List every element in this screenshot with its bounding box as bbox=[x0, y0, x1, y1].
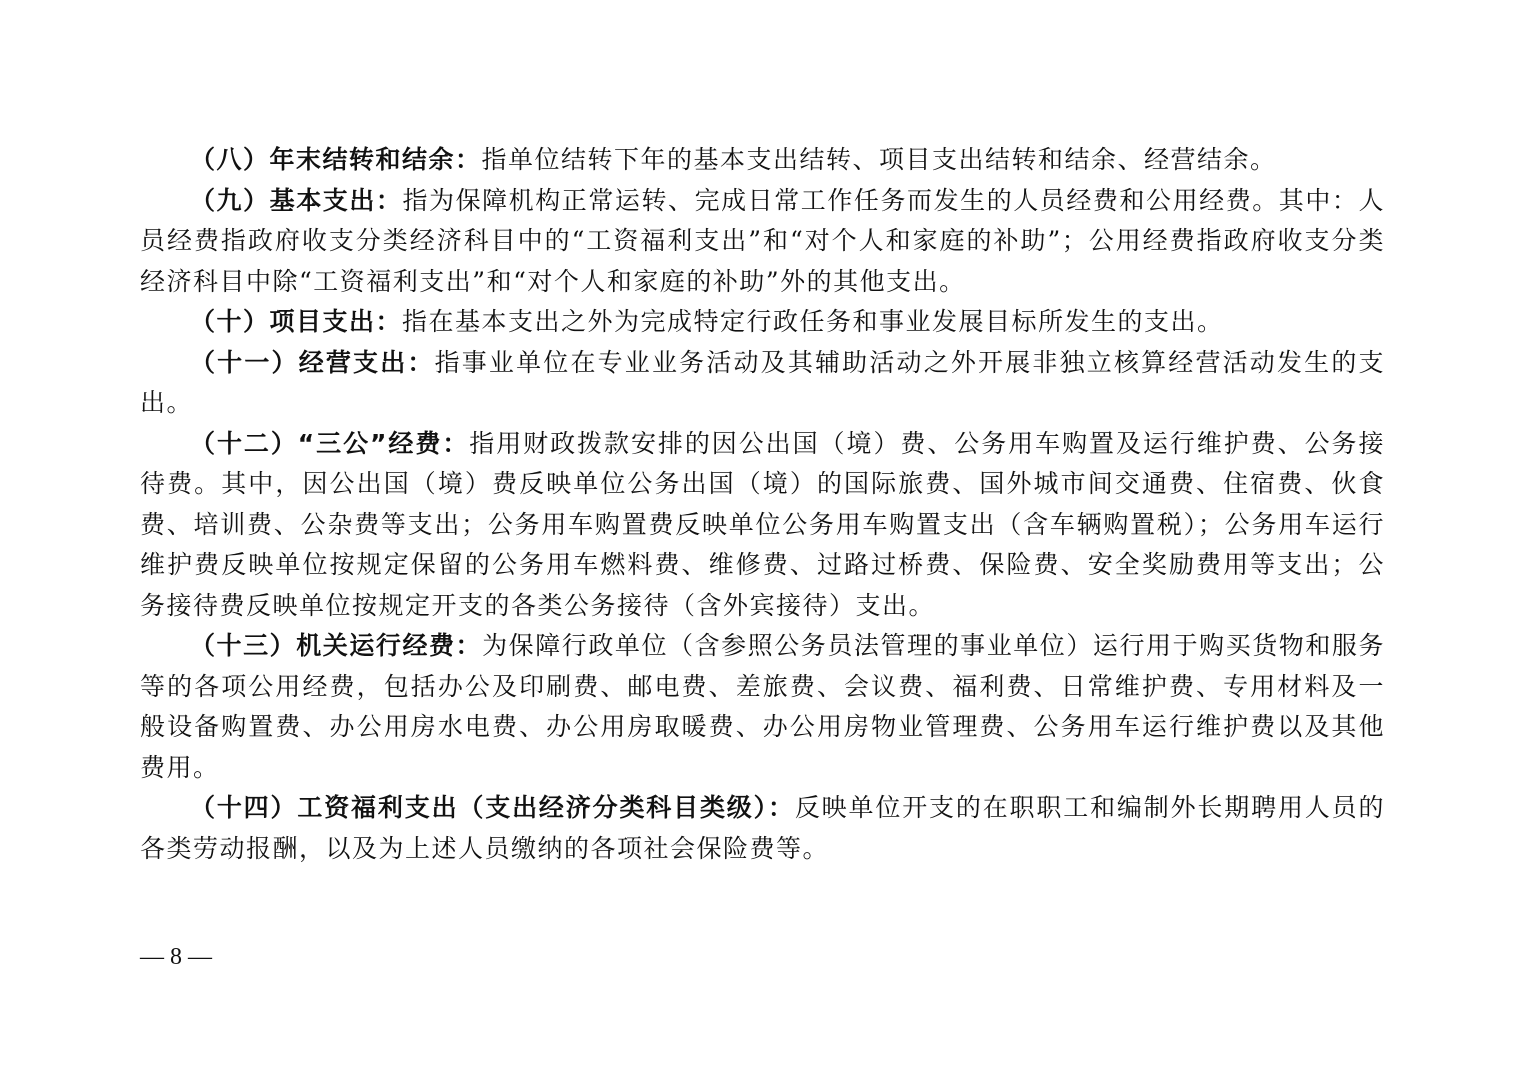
paragraph-project-expenditure bbox=[140, 302, 1385, 343]
term-heading: （十）项目支出： bbox=[190, 307, 403, 336]
term-definition: 反映单位开支的在职职工和编制外长期聘用人员的各类劳动报酬，以及为上述人员缴纳的各项社会保险费等。 bbox=[140, 793, 1385, 863]
term-heading: （八）年末结转和结余： bbox=[190, 145, 482, 174]
paragraph-three-public-expenses bbox=[140, 424, 1385, 627]
paragraph-wage-welfare-expenditure bbox=[140, 788, 1385, 869]
term-definition: 指事业单位在专业业务活动及其辅助活动之外开展非独立核算经营活动发生的支出。 bbox=[140, 347, 1385, 417]
page-number: — 8 — bbox=[140, 944, 212, 970]
paragraph-basic-expenditure bbox=[140, 181, 1385, 303]
paragraph-operating-expenditure bbox=[140, 343, 1385, 424]
term-definition: 指单位结转下年的基本支出结转、项目支出结转和结余、经营结余。 bbox=[481, 145, 1277, 174]
term-heading: （十一）经营支出： bbox=[190, 347, 435, 377]
term-heading: （十四）工资福利支出（支出经济分类科目类级）： bbox=[190, 793, 795, 822]
term-definition: 指为保障机构正常运转、完成日常工作任务而发生的人员经费和公用经费。其中：人员经费指政府收支分类经济科目中的“工资福利支出”和“对个人和家庭的补助”；公用经费指政府收支分类经济科目中除“工资福利支出”和“对个人和家庭的补助”外的其他支出。 bbox=[140, 185, 1385, 296]
term-heading: （十二）“三公”经费： bbox=[190, 428, 470, 458]
term-definition: 为保障行政单位（含参照公务员法管理的事业单位）运行用于购买货物和服务等的各项公用经费，包括办公及印刷费、邮电费、差旅费、会议费、福利费、日常维护费、专用材料及一般设备购置费、办公用房水电费、办公用房取暖费、办公用房物业管理费、公务用车运行维护费以及其他费用。 bbox=[140, 631, 1385, 782]
term-definition: 指在基本支出之外为完成特定行政任务和事业发展目标所发生的支出。 bbox=[402, 307, 1224, 336]
term-heading: （九）基本支出： bbox=[190, 185, 403, 215]
term-definition: 指用财政拨款安排的因公出国（境）费、公务用车购置及运行维护费、公务接待费。其中，因公出国（境）费反映单位公务出国（境）的国际旅费、国外城市间交通费、住宿费、伙食费、培训费、公杂费等支出；公务用车购置费反映单位公务用车购置支出（含车辆购置税）；公务用车运行维护费反映单位按规定保留的公务用车燃料费、维修费、过路过桥费、保险费、安全奖励费用等支出；公务接待费反映单位按规定开支的各类公务接待（含外宾接待）支出。 bbox=[140, 428, 1385, 620]
paragraph-year-end-carryover bbox=[140, 140, 1385, 181]
term-heading: （十三）机关运行经费： bbox=[190, 631, 483, 660]
document-body bbox=[140, 140, 1385, 869]
paragraph-agency-operating-expenses bbox=[140, 626, 1385, 788]
